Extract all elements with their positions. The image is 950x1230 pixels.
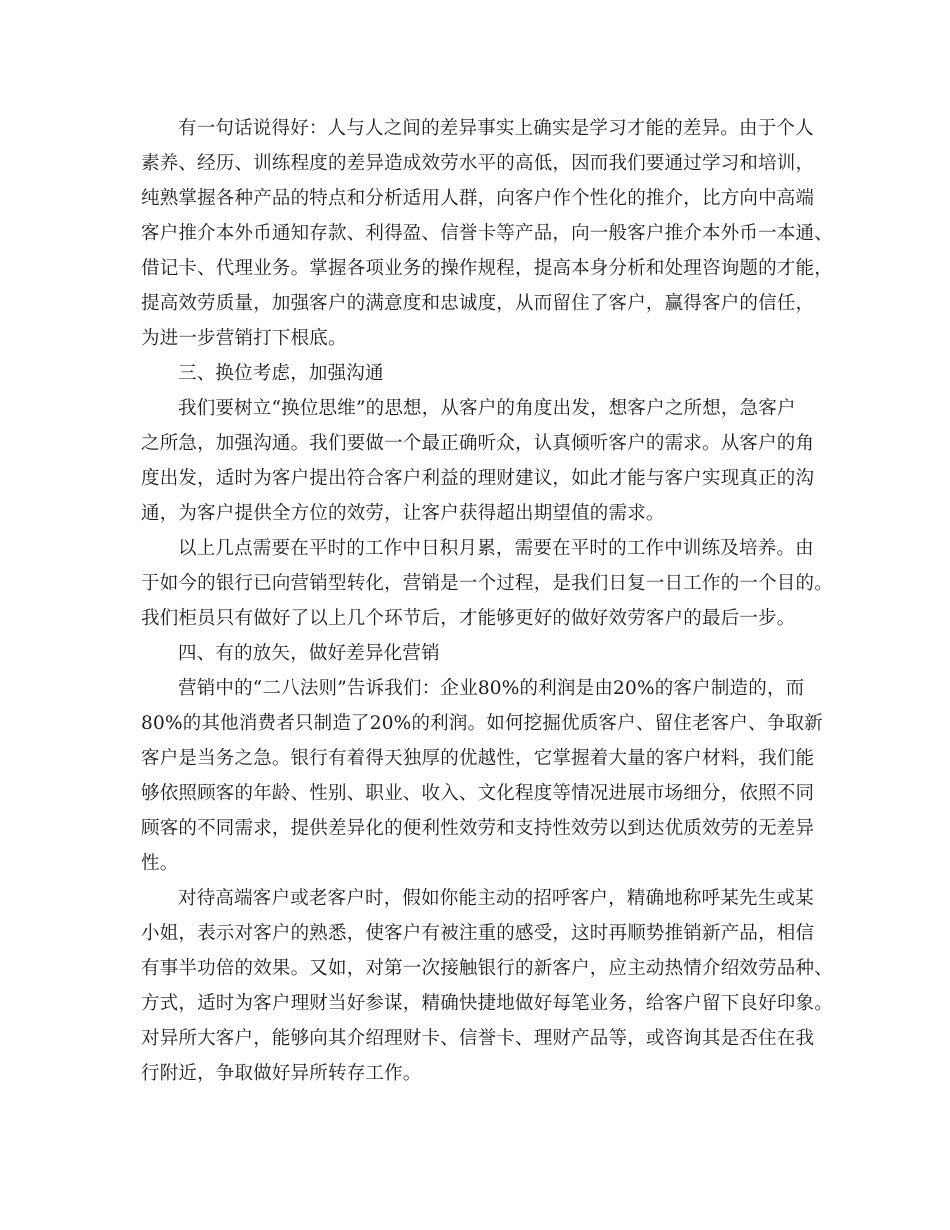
text-line: 顾客的不同需求，提供差异化的便利性效劳和支持性效劳以到达优质效劳的无差异: [141, 818, 815, 839]
text-line: 营销中的“二八法则”告诉我们：企业80%的利润是由20%的客户制造的，而: [178, 678, 805, 699]
text-line: 客户是当务之急。银行有着得天独厚的优越性，它掌握着大量的客户材料，我们能: [141, 748, 815, 769]
text-line: 有事半功倍的效果。又如，对第一次接触银行的新客户，应主动热情介绍效劳品种、: [141, 958, 833, 979]
text-line: 纯熟掌握各种产品的特点和分析适用人群，向客户作个性化的推介，比方向中高端: [141, 188, 815, 209]
text-line: 度出发，适时为客户提出符合客户利益的理财建议，如此才能与客户实现真正的沟: [141, 468, 815, 489]
text-line: 以上几点需要在平时的工作中日积月累，需要在平时的工作中训练及培养。由: [178, 538, 814, 559]
text-line: 性。: [141, 853, 179, 874]
text-line: 为进一步营销打下根底。: [141, 328, 347, 349]
text-line: 对待高端客户或老客户时，假如你能主动的招呼客户，精确地称呼某先生或某: [178, 888, 814, 909]
text-line: 素养、经历、训练程度的差异造成效劳水平的高低，因而我们要通过学习和培训，: [141, 153, 815, 174]
text-line: 提高效劳质量，加强客户的满意度和忠诚度，从而留住了客户，赢得客户的信任，: [141, 293, 815, 314]
text-line: 小姐，表示对客户的熟悉，使客户有被注重的感受，这时再顺势推销新产品，相信: [141, 923, 815, 944]
text-line: 有一句话说得好：人与人之间的差异事实上确实是学习才能的差异。由于个人: [178, 118, 814, 139]
text-line: 之所急，加强沟通。我们要做一个最正确听众，认真倾听客户的需求。从客户的角: [141, 433, 815, 454]
text-line: 我们柜员只有做好了以上几个环节后，才能够更好的做好效劳客户的最后一步。: [141, 608, 796, 629]
text-line: 对异所大客户，能够向其介绍理财卡、信誉卡、理财产品等，或咨询其是否住在我: [141, 1028, 815, 1049]
section-heading: 四、有的放矢，做好差异化营销: [178, 643, 440, 664]
text-line: 80%的其他消费者只制造了20%的利润。如何挖掘优质客户、留住老客户、争取新: [141, 713, 823, 734]
text-line: 通，为客户提供全方位的效劳，让客户获得超出期望值的需求。: [141, 503, 665, 524]
text-line: 方式，适时为客户理财当好参谋，精确快捷地做好每笔业务，给客户留下良好印象。: [141, 993, 833, 1014]
text-line: 够依照顾客的年龄、性别、职业、收入、文化程度等情况进展市场细分，依照不同: [141, 783, 815, 804]
text-line: 我们要树立“换位思维”的思想，从客户的角度出发，想客户之所想，急客户: [178, 398, 796, 419]
text-line: 借记卡、代理业务。掌握各项业务的操作规程，提高本身分析和处理咨询题的才能，: [141, 258, 833, 279]
section-heading: 三、换位考虑，加强沟通: [178, 363, 384, 384]
text-line: 于如今的银行已向营销型转化，营销是一个过程，是我们日复一日工作的一个目的。: [141, 573, 833, 594]
text-line: 行附近，争取做好异所转存工作。: [141, 1063, 422, 1084]
text-line: 客户推介本外币通知存款、利得盈、信誉卡等产品，向一般客户推介本外币一本通、: [141, 223, 833, 244]
